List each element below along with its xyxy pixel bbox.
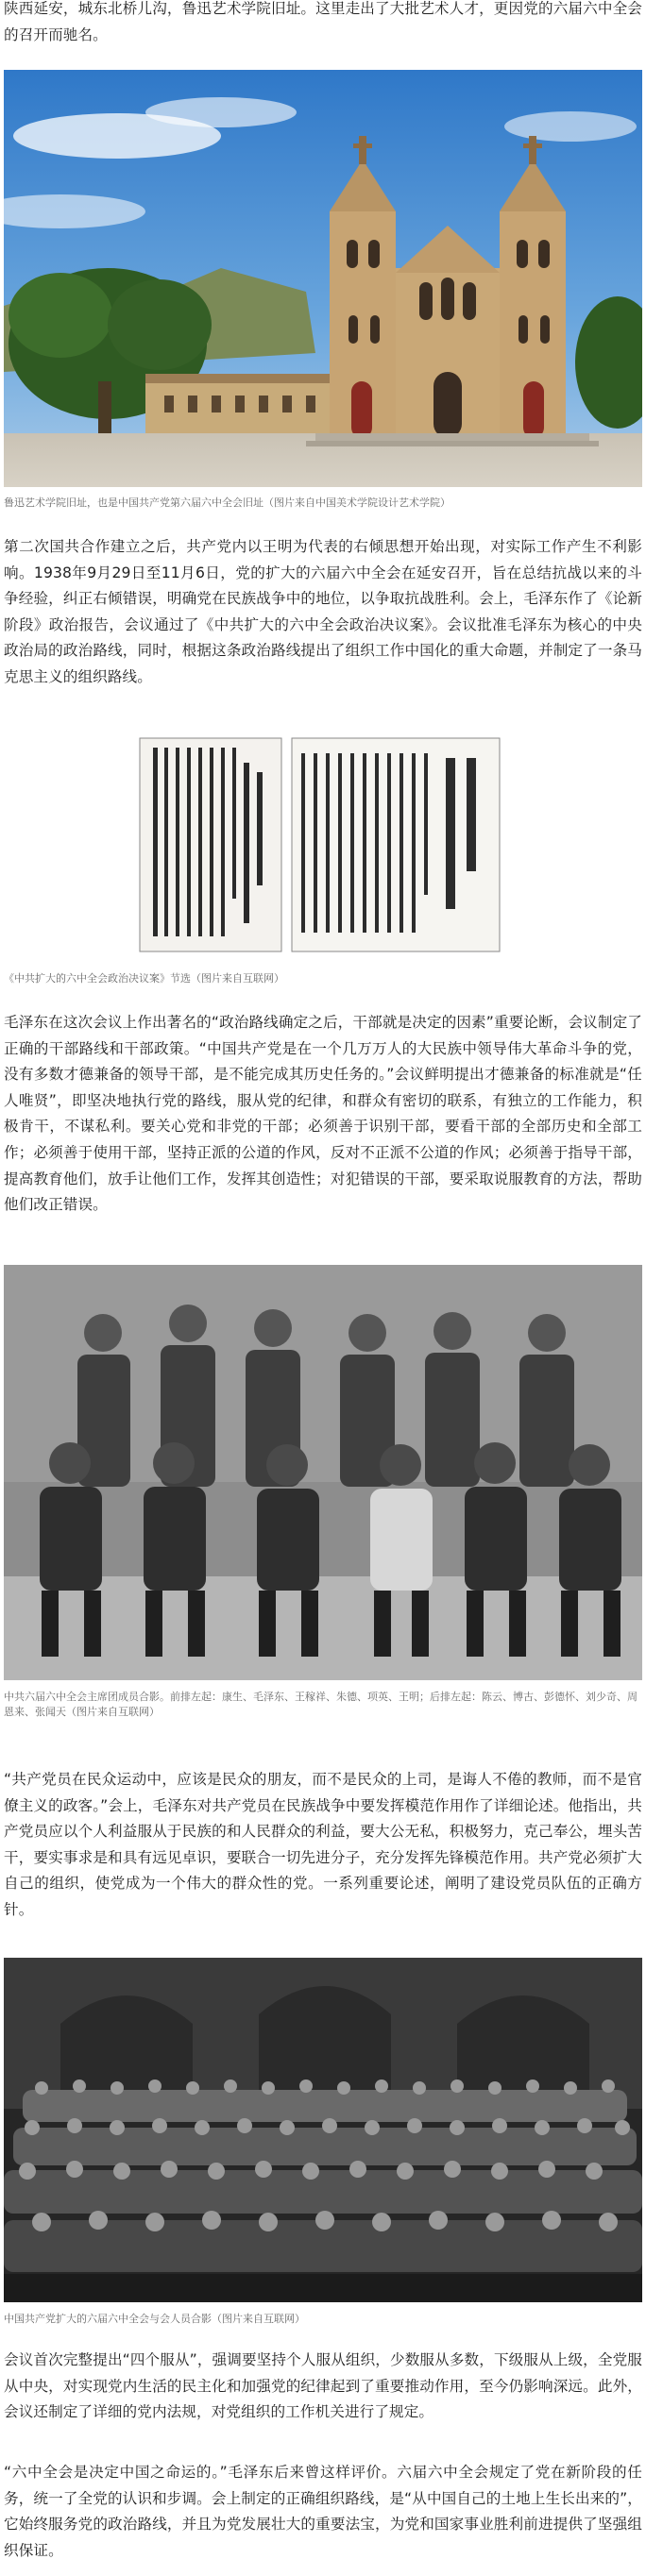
body-paragraph-2: 毛泽东在这次会议上作出著名的“政治路线确定之后，干部就是决定的因素”重要论断，会议制定了正确的干部路线和干部政策。“中国共产党是在一个几万万人的大民族中领导伟大革命斗争的党，没有多数才德兼备的领导干部，是不能完成其历史任务的。”会议鲜明提出才德兼备的标准就是“任人唯贤”，即坚决地执行党的路线，服从党的纪律，和群众有密切的联系，有独立的工作能力，积极肯干，不谋私利。要关心党和非党的干部；必须善于识别干部，要看干部的全部历史和全部工作；必须善于使用干部，坚持正派的公道的作风，反对不正派不公道的作风；必须善于指导干部，提高教育他们，放手让他们工作，发挥其创造性；对犯错误的干部，要采取说服教育的方法，帮助他们改正错误。: [4, 1014, 642, 1214]
caption-presidium: 中共六届六中全会主席团成员合影。前排左起：康生、毛泽东、王稼祥、朱德、项英、王明；后排左起：陈云、博古、彭德怀、刘少奇、周恩来、张闻天（图片来自互联网）: [4, 1691, 638, 1718]
attendees-group-photo: [4, 1958, 642, 2302]
church-photo: [4, 70, 642, 487]
resolution-document-photo: [136, 734, 503, 956]
body-paragraph-3: “共产党员在民众运动中，应该是民众的朋友，而不是民众的上司，是诲人不倦的教师，而不是官僚主义的政客。”会上，毛泽东对共产党员在民族战争中要发挥模范作用作了详细论述。他指出，共产党员应以个人利益服从于民族的和人民群众的利益，要大公无私，积极努力，克己奉公，埋头苦干，要实事求是和具有远见卓识，要联合一切先进分子，充分发挥先锋模范作用。共产党必须扩大自己的组织，使党成为一个伟大的群众性的党。一系列重要论述，阐明了建设党员队伍的正确方针。: [4, 1771, 642, 1918]
presidium-group-photo: [4, 1265, 642, 1680]
body-paragraph-1: 第二次国共合作建立之后，共产党内以王明为代表的右倾思想开始出现，对实际工作产生不利影响。1938年9月29日至11月6日，党的扩大的六届六中全会在延安召开，旨在总结抗战以来的斗争经验，纠正右倾错误，明确党在民族战争中的地位，以争取抗战胜利。会上，毛泽东作了《论新阶段》政治报告，会议通过了《中共扩大的六中全会政治决议案》。会议批准毛泽东为核心的中央政治局的政治路线，同时，根据这条政治路线提出了组织工作中国化的重大命题，并制定了一条马克思主义的组织路线。: [4, 538, 642, 685]
caption-church: 鲁迅艺术学院旧址，也是中国共产党第六届六中全会旧址（图片来自中国美术学院设计艺术学院）: [4, 497, 450, 509]
body-paragraph-5: “六中全会是决定中国之命运的。”毛泽东后来曾这样评价。六届六中全会规定了党在新阶段的任务，统一了全党的认识和步调。会上制定的正确组织路线，是“从中国自己的土地上生长出来的”，它始终服务党的政治路线，并且为党发展壮大的重要法宝，为党和国家事业胜利前进提供了坚强组织保证。: [4, 2464, 642, 2559]
intro-paragraph: 陕西延安，城东北桥儿沟，鲁迅艺术学院旧址。这里走出了大批艺术人才，更因党的六届六中全会的召开而驰名。: [4, 0, 642, 43]
caption-document: 《中共扩大的六中全会政治决议案》节选（图片来自互联网）: [4, 972, 284, 985]
body-paragraph-4: 会议首次完整提出“四个服从”，强调要坚持个人服从组织，少数服从多数，下级服从上级，全党服从中央，对实现党内生活的民主化和加强党的纪律起到了重要推动作用，至今仍影响深远。此外，会议还制定了详细的党内法规，对党组织的工作机关进行了规定。: [4, 2351, 642, 2421]
caption-attendees: 中国共产党扩大的六届六中全会与会人员合影（图片来自互联网）: [4, 2313, 305, 2325]
